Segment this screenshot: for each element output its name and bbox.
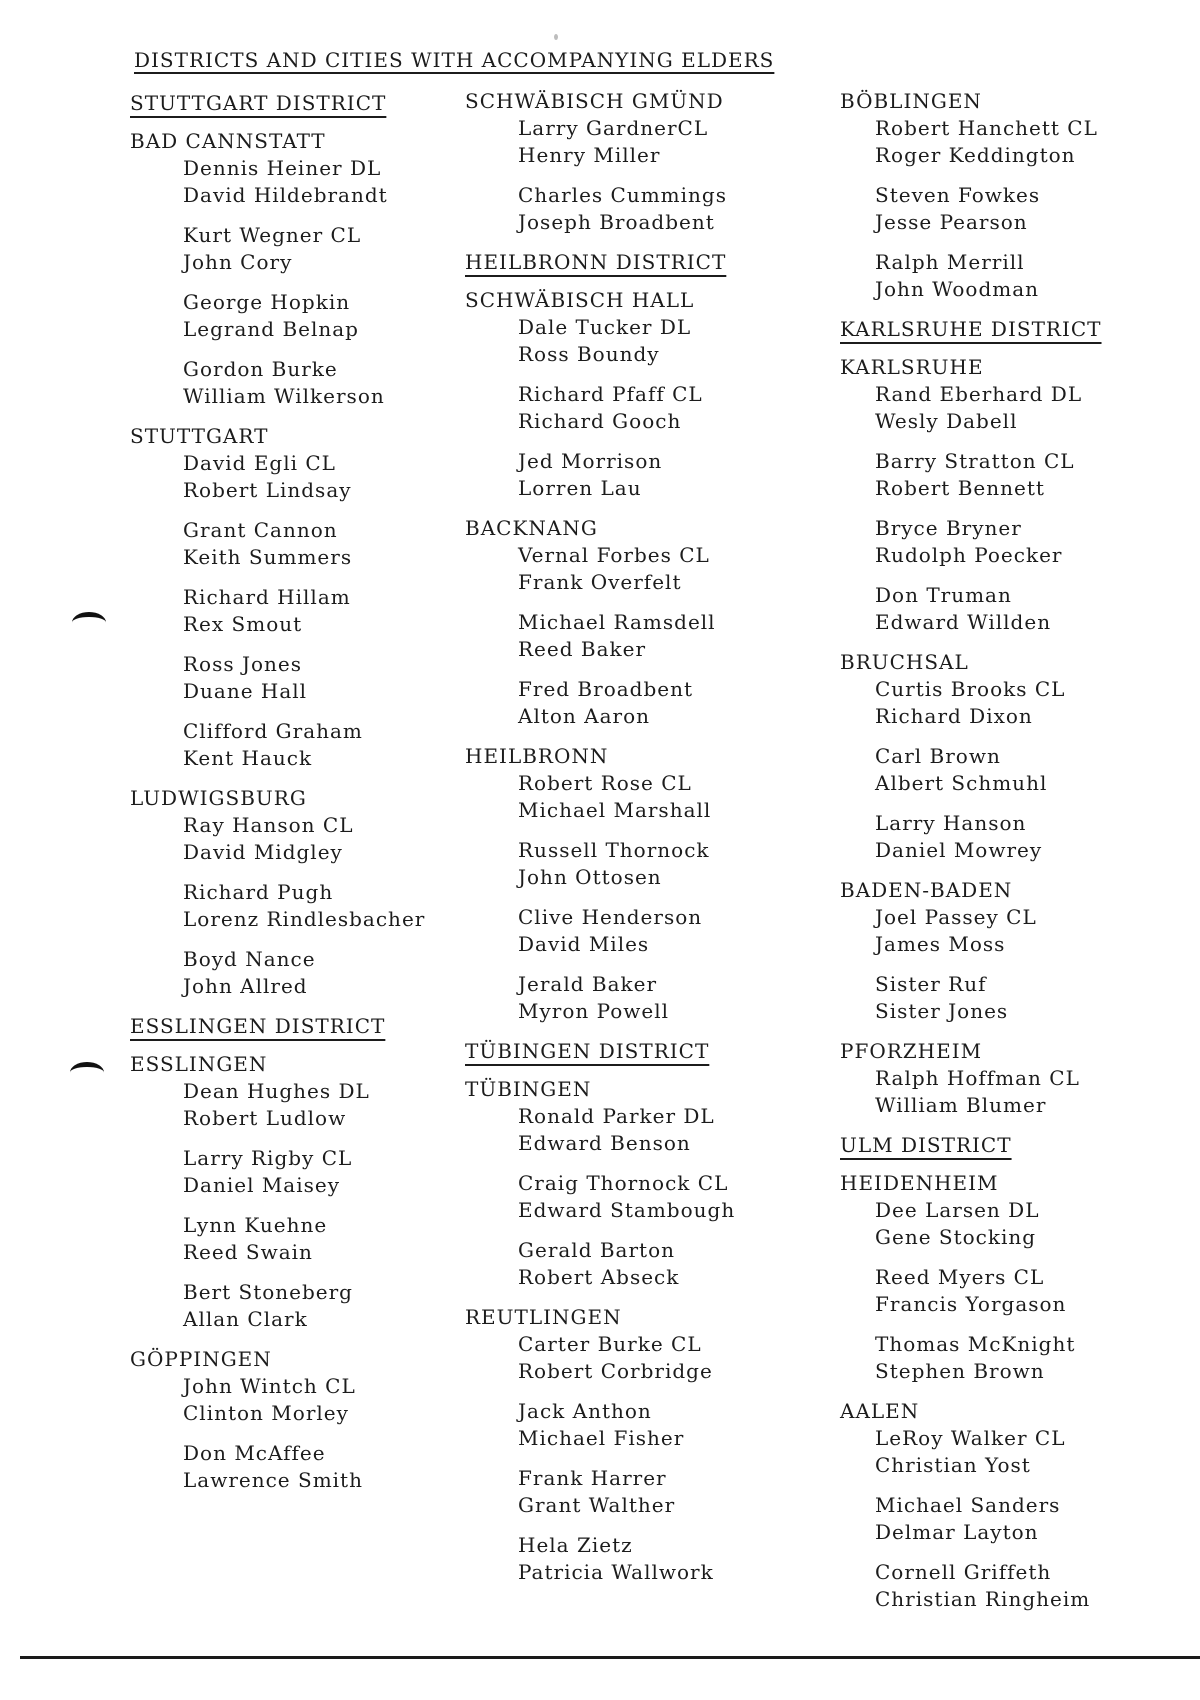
- elder-pair: [130, 651, 460, 705]
- elder-name: William Blumer: [875, 1093, 1047, 1117]
- elder-name: Bryce Bryner: [875, 516, 1022, 540]
- district-heading: TÜBINGEN DISTRICT: [465, 1039, 710, 1063]
- elder-name: John Ottosen: [518, 865, 662, 889]
- elder-pair: [130, 450, 460, 504]
- elder-pair: [465, 542, 825, 596]
- elder-name: Frank Overfelt: [518, 570, 682, 594]
- elder-pair: [840, 1425, 1180, 1479]
- elder-name: Richard Gooch: [518, 409, 682, 433]
- elder-pair: [840, 810, 1180, 864]
- elder-name: Rudolph Poecker: [875, 543, 1063, 567]
- elder-pair: [130, 1212, 460, 1266]
- elder-name: Lynn Kuehne: [183, 1213, 328, 1237]
- elder-name: Robert Bennett: [875, 476, 1045, 500]
- city-block: [130, 785, 460, 1000]
- city-heading: HEILBRONN: [465, 744, 609, 768]
- elder-name: Keith Summers: [183, 545, 353, 569]
- binder-hole-upper: [72, 612, 106, 633]
- elder-name: Michael Sanders: [875, 1493, 1061, 1517]
- elder-name: Robert Abseck: [518, 1265, 680, 1289]
- elder-name: Dean Hughes DL: [183, 1079, 370, 1103]
- elder-name: Allan Clark: [183, 1307, 308, 1331]
- elder-name: John Cory: [183, 250, 293, 274]
- elder-name: Richard Hillam: [183, 585, 351, 609]
- elder-name: Fred Broadbent: [518, 677, 694, 701]
- elder-name: Barry Stratton CL: [875, 449, 1075, 473]
- elder-name: Dennis Heiner DL: [183, 156, 382, 180]
- elder-name: Francis Yorgason: [875, 1292, 1067, 1316]
- elder-name: Jerald Baker: [518, 972, 658, 996]
- elder-name: Lawrence Smith: [183, 1468, 363, 1492]
- elder-pair: [840, 515, 1180, 569]
- elder-name: James Moss: [875, 932, 1006, 956]
- city-block: [130, 423, 460, 772]
- elder-name: Joseph Broadbent: [518, 210, 715, 234]
- elder-name: William Wilkerson: [183, 384, 385, 408]
- elder-name: Jack Anthon: [518, 1399, 652, 1423]
- elder-name: Legrand Belnap: [183, 317, 359, 341]
- elder-name: Kurt Wegner CL: [183, 223, 362, 247]
- city-heading: BRUCHSAL: [840, 650, 969, 674]
- elder-name: Cornell Griffeth: [875, 1560, 1052, 1584]
- elder-name: Ross Jones: [183, 652, 303, 676]
- elder-name: Steven Fowkes: [875, 183, 1041, 207]
- city-heading: TÜBINGEN: [465, 1077, 592, 1101]
- district-heading: KARLSRUHE DISTRICT: [840, 317, 1102, 341]
- elder-name: Roger Keddington: [875, 143, 1076, 167]
- city-block: [130, 1051, 460, 1333]
- elder-name: Robert Hanchett CL: [875, 116, 1098, 140]
- elder-pair: [130, 1373, 460, 1427]
- elder-name: Kent Hauck: [183, 746, 313, 770]
- elder-name: Bert Stoneberg: [183, 1280, 353, 1304]
- city-block: [465, 1304, 825, 1586]
- city-heading: GÖPPINGEN: [130, 1347, 272, 1371]
- elder-pair: [465, 1532, 825, 1586]
- city-heading: BACKNANG: [465, 516, 598, 540]
- district-heading: STUTTGART DISTRICT: [130, 91, 387, 115]
- elder-name: Russell Thornock: [518, 838, 710, 862]
- city-block: [840, 1170, 1180, 1385]
- elder-pair: [465, 1331, 825, 1385]
- elder-pair: [465, 1103, 825, 1157]
- elder-name: Richard Pfaff CL: [518, 382, 703, 406]
- elder-pair: [130, 222, 460, 276]
- elder-name: Curtis Brooks CL: [875, 677, 1066, 701]
- elder-name: Sister Ruf: [875, 972, 987, 996]
- city-heading: AALEN: [840, 1399, 920, 1423]
- elder-name: George Hopkin: [183, 290, 351, 314]
- elder-name: Stephen Brown: [875, 1359, 1045, 1383]
- elder-name: Christian Ringheim: [875, 1587, 1091, 1611]
- elder-pair: [465, 381, 825, 435]
- elder-pair: [130, 946, 460, 1000]
- elder-name: Robert Ludlow: [183, 1106, 347, 1130]
- elder-pair: [840, 1065, 1180, 1119]
- city-heading: STUTTGART: [130, 424, 269, 448]
- elder-pair: [465, 971, 825, 1025]
- elder-name: Lorenz Rindlesbacher: [183, 907, 426, 931]
- elder-name: Carl Brown: [875, 744, 1001, 768]
- elder-name: Myron Powell: [518, 999, 670, 1023]
- elder-name: David Egli CL: [183, 451, 336, 475]
- elder-name: Henry Miller: [518, 143, 661, 167]
- elder-name: David Miles: [518, 932, 650, 956]
- elder-pair: [130, 289, 460, 343]
- elder-name: Jesse Pearson: [875, 210, 1028, 234]
- elder-pair: [130, 517, 460, 571]
- elder-pair: [130, 812, 460, 866]
- elder-pair: [465, 448, 825, 502]
- city-heading: BÖBLINGEN: [840, 89, 982, 113]
- elder-pair: [130, 155, 460, 209]
- elder-pair: [465, 676, 825, 730]
- elder-name: John Woodman: [875, 277, 1040, 301]
- elder-name: Robert Corbridge: [518, 1359, 713, 1383]
- elder-name: Delmar Layton: [875, 1520, 1039, 1544]
- elder-pair: [130, 1440, 460, 1494]
- elder-pair: [130, 879, 460, 933]
- elder-name: Daniel Maisey: [183, 1173, 341, 1197]
- elder-pair: [465, 770, 825, 824]
- elder-pair: [130, 1279, 460, 1333]
- elder-name: Frank Harrer: [518, 1466, 667, 1490]
- city-heading: BADEN-BADEN: [840, 878, 1013, 902]
- city-block: [465, 515, 825, 730]
- elder-pair: [840, 904, 1180, 958]
- elder-pair: [465, 904, 825, 958]
- elder-name: Edward Willden: [875, 610, 1052, 634]
- elder-name: Charles Cummings: [518, 183, 727, 207]
- elder-name: Alton Aaron: [518, 704, 651, 728]
- elder-name: Don Truman: [875, 583, 1012, 607]
- elder-pair: [465, 182, 825, 236]
- elder-name: Reed Swain: [183, 1240, 313, 1264]
- elder-name: Don McAffee: [183, 1441, 326, 1465]
- city-block: [840, 88, 1180, 303]
- city-heading: LUDWIGSBURG: [130, 786, 307, 810]
- elder-name: Dee Larsen DL: [875, 1198, 1040, 1222]
- district-heading: ESSLINGEN DISTRICT: [130, 1014, 386, 1038]
- elder-name: Gordon Burke: [183, 357, 338, 381]
- district-heading: HEILBRONN DISTRICT: [465, 250, 727, 274]
- elder-name: Grant Cannon: [183, 518, 338, 542]
- elder-name: Rex Smout: [183, 612, 303, 636]
- column-3: [840, 88, 1180, 1626]
- elder-name: Daniel Mowrey: [875, 838, 1043, 862]
- elder-name: John Wintch CL: [183, 1374, 356, 1398]
- elder-pair: [840, 1492, 1180, 1546]
- elder-name: Robert Lindsay: [183, 478, 352, 502]
- elder-pair: [465, 609, 825, 663]
- elder-name: LeRoy Walker CL: [875, 1426, 1066, 1450]
- elder-name: Duane Hall: [183, 679, 308, 703]
- elder-pair: [130, 1078, 460, 1132]
- elder-pair: [130, 356, 460, 410]
- elder-name: Larry GardnerCL: [518, 116, 709, 140]
- elder-name: Ronald Parker DL: [518, 1104, 715, 1128]
- elder-name: Richard Dixon: [875, 704, 1033, 728]
- elder-name: Larry Rigby CL: [183, 1146, 353, 1170]
- elder-name: Albert Schmuhl: [875, 771, 1048, 795]
- elder-name: Christian Yost: [875, 1453, 1031, 1477]
- elder-pair: [840, 249, 1180, 303]
- elder-name: Ray Hanson CL: [183, 813, 354, 837]
- elder-name: Hela Zietz: [518, 1533, 633, 1557]
- elder-name: Edward Benson: [518, 1131, 691, 1155]
- elder-pair: [465, 1237, 825, 1291]
- elder-name: Ralph Merrill: [875, 250, 1025, 274]
- elder-name: Reed Myers CL: [875, 1265, 1045, 1289]
- elder-name: Ross Boundy: [518, 342, 660, 366]
- elder-name: Gerald Barton: [518, 1238, 675, 1262]
- city-block: [840, 354, 1180, 636]
- elder-pair: [840, 182, 1180, 236]
- elder-pair: [465, 314, 825, 368]
- elder-name: Carter Burke CL: [518, 1332, 702, 1356]
- elder-name: Sister Jones: [875, 999, 1009, 1023]
- city-heading: HEIDENHEIM: [840, 1171, 999, 1195]
- city-block: [465, 88, 825, 236]
- city-block: [840, 1038, 1180, 1119]
- elder-pair: [840, 1331, 1180, 1385]
- elder-name: Jed Morrison: [518, 449, 663, 473]
- elder-pair: [840, 743, 1180, 797]
- elder-name: Craig Thornock CL: [518, 1171, 729, 1195]
- elder-name: Joel Passey CL: [875, 905, 1037, 929]
- elder-name: Boyd Nance: [183, 947, 316, 971]
- city-block: [130, 1346, 460, 1494]
- elder-pair: [130, 1145, 460, 1199]
- elder-name: Lorren Lau: [518, 476, 642, 500]
- elder-pair: [840, 1197, 1180, 1251]
- city-block: [840, 877, 1180, 1025]
- elder-pair: [465, 115, 825, 169]
- elder-name: Clifford Graham: [183, 719, 363, 743]
- elder-name: Clive Henderson: [518, 905, 703, 929]
- elder-pair: [840, 448, 1180, 502]
- city-heading: KARLSRUHE: [840, 355, 984, 379]
- elder-name: Vernal Forbes CL: [518, 543, 710, 567]
- elder-name: Wesly Dabell: [875, 409, 1018, 433]
- elder-name: Ralph Hoffman CL: [875, 1066, 1080, 1090]
- elder-name: Grant Walther: [518, 1493, 676, 1517]
- elder-name: Gene Stocking: [875, 1225, 1037, 1249]
- elder-pair: [840, 971, 1180, 1025]
- elder-pair: [840, 381, 1180, 435]
- elder-name: Michael Fisher: [518, 1426, 685, 1450]
- elder-name: David Hildebrandt: [183, 183, 388, 207]
- elder-name: Reed Baker: [518, 637, 647, 661]
- elder-pair: [840, 115, 1180, 169]
- elder-pair: [465, 837, 825, 891]
- district-heading: ULM DISTRICT: [840, 1133, 1012, 1157]
- elder-pair: [840, 676, 1180, 730]
- elder-pair: [130, 718, 460, 772]
- column-2: [465, 88, 825, 1599]
- elder-name: Thomas McKnight: [875, 1332, 1076, 1356]
- city-heading: SCHWÄBISCH HALL: [465, 288, 695, 312]
- elder-pair: [465, 1465, 825, 1519]
- elder-pair: [840, 1264, 1180, 1318]
- elder-pair: [840, 1559, 1180, 1613]
- elder-name: Edward Stambough: [518, 1198, 736, 1222]
- elder-pair: [130, 584, 460, 638]
- city-block: [840, 649, 1180, 864]
- city-heading: ESSLINGEN: [130, 1052, 268, 1076]
- elder-name: Richard Pugh: [183, 880, 334, 904]
- elder-name: Rand Eberhard DL: [875, 382, 1083, 406]
- elder-name: Robert Rose CL: [518, 771, 692, 795]
- scan-speck: [554, 34, 558, 40]
- elder-name: Michael Ramsdell: [518, 610, 716, 634]
- elder-name: Patricia Wallwork: [518, 1560, 714, 1584]
- city-block: [130, 128, 460, 410]
- city-heading: PFORZHEIM: [840, 1039, 983, 1063]
- city-heading: SCHWÄBISCH GMÜND: [465, 89, 724, 113]
- city-block: [465, 1076, 825, 1291]
- bottom-rule: [20, 1656, 1200, 1659]
- elder-name: David Midgley: [183, 840, 343, 864]
- elder-pair: [465, 1398, 825, 1452]
- city-heading: BAD CANNSTATT: [130, 129, 326, 153]
- page-title: DISTRICTS AND CITIES WITH ACCOMPANYING ELDERS: [134, 48, 775, 72]
- elder-pair: [840, 582, 1180, 636]
- elder-name: Larry Hanson: [875, 811, 1027, 835]
- city-block: [465, 743, 825, 1025]
- city-block: [465, 287, 825, 502]
- city-block: [840, 1398, 1180, 1613]
- elder-name: Clinton Morley: [183, 1401, 349, 1425]
- column-1: [130, 88, 460, 1507]
- elder-pair: [465, 1170, 825, 1224]
- elder-name: John Allred: [183, 974, 308, 998]
- binder-hole-lower: [70, 1062, 104, 1083]
- elder-name: Dale Tucker DL: [518, 315, 692, 339]
- city-heading: REUTLINGEN: [465, 1305, 622, 1329]
- elder-name: Michael Marshall: [518, 798, 712, 822]
